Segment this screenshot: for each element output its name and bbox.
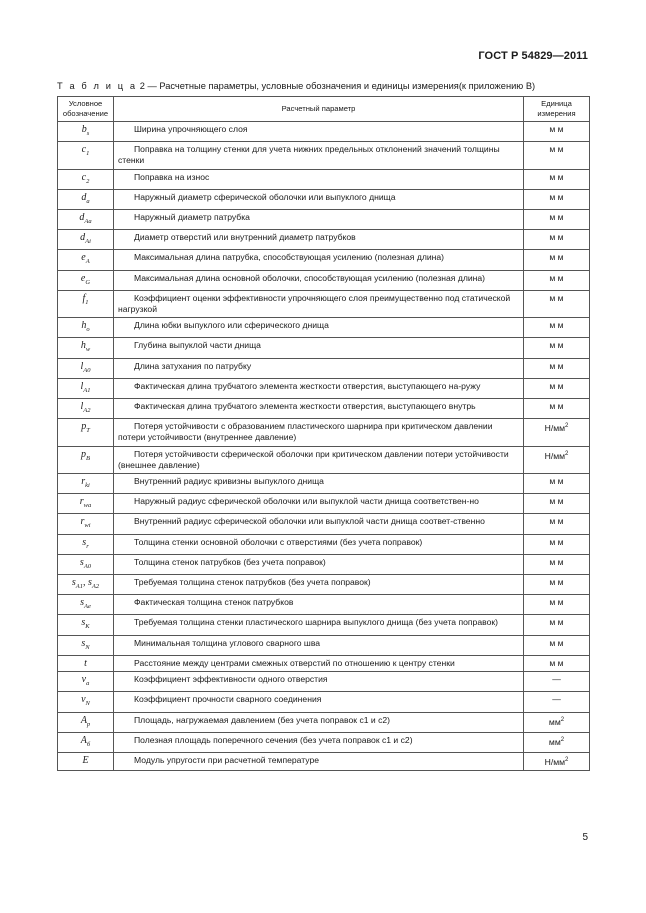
symbol-letter: s: [79, 556, 84, 568]
unit-text: мм: [548, 736, 561, 747]
unit-exponent: 2: [565, 756, 569, 763]
unit-text: м м: [549, 536, 564, 547]
unit-text: Н/мм: [544, 450, 566, 461]
unit-text: м м: [549, 597, 564, 608]
table-row: [58, 514, 590, 534]
unit-cell: [524, 189, 590, 209]
symbol-subscript: r: [86, 542, 89, 550]
symbol-subscript: N: [85, 700, 90, 708]
symbol-subscript: 1: [85, 298, 89, 306]
unit-cell: [524, 534, 590, 554]
symbol-letter: s: [80, 597, 85, 609]
symbol-cell: [58, 615, 114, 635]
symbol-subscript: G: [85, 278, 91, 286]
table-row: [58, 712, 590, 732]
unit-cell: [524, 554, 590, 574]
parameter-cell: Потеря устойчивости с образованием пластического шарнира при критическом давлении потери устойчивости (внутреннее давление): [114, 419, 524, 446]
symbol-letter: A: [80, 714, 87, 726]
caption-text: 2 — Расчетные параметры, условные обозначения и единицы измерения(к приложению В): [139, 81, 536, 91]
unit-cell: [524, 474, 590, 494]
table-row: [58, 250, 590, 270]
parameter-cell: Наружный диаметр сферической оболочки или выпуклого днища: [114, 189, 524, 209]
unit-cell: [524, 230, 590, 250]
column-header-unit: Единица измерения: [524, 97, 590, 122]
symbol-cell: [58, 230, 114, 250]
unit-text: м м: [549, 292, 564, 303]
table-row: [58, 338, 590, 358]
parameter-cell: Фактическая толщина стенок патрубков: [114, 595, 524, 615]
table-row: [58, 142, 590, 169]
column-header-symbol: Условное обозначение: [58, 97, 114, 122]
symbol-letter: s: [82, 536, 87, 548]
unit-text: м м: [549, 144, 564, 155]
unit-text: м м: [549, 637, 564, 648]
table-row: [58, 399, 590, 419]
parameter-cell: Поправка на толщину стенки для учета нижних предельных отклонений значений толщины стенки: [114, 142, 524, 169]
unit-cell: [524, 494, 590, 514]
table-row: [58, 419, 590, 446]
unit-text: м м: [549, 496, 564, 507]
table-row: [58, 446, 590, 473]
symbol-cell: [58, 534, 114, 554]
symbol-cell: [58, 419, 114, 446]
parameter-cell: Максимальная длина патрубка, способствующая усилению (полезная длина): [114, 250, 524, 270]
table-row: [58, 358, 590, 378]
table-row: [58, 655, 590, 671]
symbol-subscript: wa: [83, 502, 92, 510]
unit-cell: [524, 142, 590, 169]
table-row: [58, 210, 590, 230]
unit-text: м м: [549, 577, 564, 588]
symbol-cell: [58, 692, 114, 712]
unit-cell: [524, 358, 590, 378]
symbol-letter: p: [81, 448, 86, 460]
parameter-cell: Коэффициент прочности сварного соединения: [114, 692, 524, 712]
unit-text: м м: [549, 320, 564, 331]
symbol-letter: b: [81, 124, 87, 135]
symbol-cell: [58, 494, 114, 514]
table-row: [58, 534, 590, 554]
symbol-letter: h: [80, 340, 86, 352]
unit-cell: [524, 210, 590, 230]
table-row: [58, 732, 590, 752]
symbol-cell: [58, 712, 114, 732]
symbol-cell: [58, 752, 114, 770]
table-row: [58, 575, 590, 595]
unit-text: м м: [549, 124, 564, 134]
symbol-subscript: wi: [84, 522, 91, 530]
unit-text: м м: [549, 232, 564, 243]
table-row: [58, 474, 590, 494]
unit-text: м м: [549, 360, 564, 371]
unit-cell: [524, 514, 590, 534]
unit-text: м м: [549, 380, 564, 391]
caption-label: Т а б л и ц а: [57, 81, 138, 91]
unit-text: мм: [548, 716, 561, 727]
symbol-cell: [58, 189, 114, 209]
symbol-letter: r: [79, 496, 84, 508]
table-row: [58, 122, 590, 142]
symbol-cell: [58, 595, 114, 615]
unit-exponent: 2: [560, 736, 565, 743]
unit-cell: [524, 752, 590, 770]
symbol-cell: [58, 338, 114, 358]
symbol-letter: r: [81, 476, 86, 488]
symbol-letter: e: [80, 272, 86, 284]
symbol-letter: t: [84, 657, 87, 669]
table-caption: [57, 81, 597, 91]
symbol-cell: [58, 169, 114, 189]
symbol-subscript: A2: [91, 583, 100, 591]
symbol-cell: [58, 655, 114, 671]
symbol-subscript: б: [86, 740, 91, 748]
symbol-subscript: N: [85, 643, 90, 651]
table-row: [58, 635, 590, 655]
parameter-cell: Толщина стенки основной оболочки с отверстиями (без учета поправок): [114, 534, 524, 554]
parameter-cell: Толщина стенок патрубков (без учета поправок): [114, 554, 524, 574]
symbol-subscript: A0: [83, 366, 91, 374]
symbol-letter: d: [79, 212, 85, 224]
unit-cell: [524, 122, 590, 142]
symbol-cell: [58, 399, 114, 419]
symbol-cell: [58, 474, 114, 494]
table-row: [58, 189, 590, 209]
table-row: [58, 290, 590, 317]
symbol-cell: [58, 378, 114, 398]
symbol-subscript: w: [85, 346, 91, 354]
unit-text: Н/мм: [544, 423, 566, 434]
symbol-cell: $s_{A1}$, $s_{A2}$: [58, 575, 114, 595]
table-row: [58, 692, 590, 712]
parameter-cell: Потеря устойчивости сферической оболочки при критическом давлении потери устойчивости (внешнее давление): [114, 446, 524, 473]
unit-exponent: 2: [560, 716, 565, 723]
symbol-letter: A: [80, 734, 87, 746]
table-header-row: [58, 97, 590, 122]
symbol-subscript: Ae: [84, 603, 91, 611]
symbol-subscript: a: [86, 197, 90, 205]
unit-text: м м: [549, 617, 564, 628]
unit-text: м м: [549, 212, 564, 223]
parameter-cell: Внутренний радиус сферической оболочки или выпуклой части днища соответ-ственно: [114, 514, 524, 534]
table-row: [58, 672, 590, 692]
unit-text: м м: [549, 340, 564, 351]
symbol-subscript: 1: [86, 150, 90, 158]
unit-cell: [524, 290, 590, 317]
parameter-cell: Максимальная длина основной оболочки, способствующая усилению (полезная длина): [114, 270, 524, 290]
symbol-cell: [58, 358, 114, 378]
unit-cell: [524, 692, 590, 712]
unit-cell: [524, 399, 590, 419]
symbol-subscript: Aa: [84, 218, 92, 226]
symbol-letter: c: [81, 171, 87, 183]
symbol-letter: E: [82, 754, 89, 766]
parameter-cell: Наружный радиус сферической оболочки или выпуклой части днища соответствен-но: [114, 494, 524, 514]
parameter-cell: Внутренний радиус кривизны выпуклого днища: [114, 474, 524, 494]
unit-cell: [524, 595, 590, 615]
symbol-letter: l: [80, 360, 84, 372]
unit-text: м м: [549, 476, 564, 487]
symbol-cell: [58, 672, 114, 692]
symbol-subscript: s: [86, 130, 90, 137]
symbol-letter: s: [81, 617, 86, 629]
parameter-cell: Ширина упрочняющего слоя: [114, 122, 524, 142]
table-row: [58, 494, 590, 514]
symbol-cell: [58, 250, 114, 270]
symbol-cell: [58, 122, 114, 142]
unit-text: м м: [549, 401, 564, 412]
parameter-cell: Длина юбки выпуклого или сферического днища: [114, 318, 524, 338]
unit-exponent: 2: [565, 450, 569, 457]
table-row: [58, 169, 590, 189]
symbol-subscript: B: [86, 454, 90, 462]
symbol-cell: [58, 142, 114, 169]
unit-cell: [524, 655, 590, 671]
unit-text: м м: [549, 191, 564, 202]
unit-cell: [524, 712, 590, 732]
symbol-letter: v: [81, 674, 87, 686]
symbol-letter: d: [81, 191, 87, 203]
table-row: [58, 270, 590, 290]
symbol-cell: [58, 210, 114, 230]
parameter-cell: Диаметр отверстий или внутренний диаметр патрубков: [114, 230, 524, 250]
symbol-letter: r: [80, 516, 85, 528]
table-row: [58, 230, 590, 250]
unit-cell: [524, 446, 590, 473]
symbol-cell: [58, 635, 114, 655]
unit-text: Н/мм: [544, 756, 566, 767]
symbol-letter: d: [80, 232, 86, 244]
parameter-cell: Коэффициент оценки эффективности упрочняющего слоя преимущественно под статической нагрузкой: [114, 290, 524, 317]
table-row: [58, 554, 590, 574]
symbol-subscript: o: [86, 326, 90, 334]
parameter-cell: Фактическая длина трубчатого элемента жесткости отверстия, выступающего внутрь: [114, 399, 524, 419]
parameters-table: [57, 96, 590, 771]
symbol-cell: [58, 554, 114, 574]
symbol-letter: s: [81, 637, 86, 649]
table-row: [58, 752, 590, 770]
symbol-cell: [58, 732, 114, 752]
symbol-subscript: a: [86, 680, 90, 688]
parameter-cell: Поправка на износ: [114, 169, 524, 189]
unit-text: м м: [549, 272, 564, 283]
symbol-subscript: T: [86, 427, 90, 435]
parameter-cell: Длина затухания по патрубку: [114, 358, 524, 378]
symbol-subscript: K: [85, 623, 90, 631]
parameter-cell: Полезная площадь поперечного сечения (без учета поправок c1 и c2): [114, 732, 524, 752]
symbol-cell: [58, 446, 114, 473]
table-row: [58, 318, 590, 338]
unit-cell: [524, 575, 590, 595]
unit-text: м м: [549, 516, 564, 527]
symbol-cell: [58, 514, 114, 534]
unit-text: м м: [549, 252, 564, 263]
symbol-subscript: A0: [83, 562, 92, 570]
symbol-letter: h: [81, 320, 87, 332]
parameter-cell: Фактическая длина трубчатого элемента жесткости отверстия, выступающего на-ружу: [114, 378, 524, 398]
symbol-cell: [58, 270, 114, 290]
parameter-cell: Расстояние между центрами смежных отверстий по отношению к центру стенки: [114, 655, 524, 671]
symbol-cell: [58, 318, 114, 338]
unit-cell: [524, 635, 590, 655]
column-header-parameter: Расчетный параметр: [114, 97, 524, 122]
symbol-letter: s: [88, 577, 92, 589]
unit-cell: [524, 615, 590, 635]
table-row: [58, 615, 590, 635]
unit-cell: [524, 419, 590, 446]
symbol-subscript: A1: [83, 386, 91, 394]
document-header: ГОСТ Р 54829—2011: [478, 50, 588, 62]
unit-cell: [524, 250, 590, 270]
symbol-letter: l: [80, 401, 84, 413]
parameter-cell: Глубина выпуклой части днища: [114, 338, 524, 358]
symbol-letter: s: [71, 577, 76, 589]
unit-cell: [524, 169, 590, 189]
symbol-letter: e: [81, 252, 86, 264]
unit-exponent: 2: [565, 423, 569, 430]
parameter-cell: Коэффициент эффективности одного отверстия: [114, 672, 524, 692]
page-number: 5: [582, 832, 588, 843]
symbol-letter: p: [81, 421, 87, 433]
parameter-cell: Площадь, нагружаемая давлением (без учета поправок c1 и c2): [114, 712, 524, 732]
symbol-letter: f: [82, 292, 86, 304]
symbol-letter: c: [81, 144, 87, 156]
symbol-subscript: 2: [86, 177, 90, 185]
unit-text: м м: [549, 657, 564, 668]
symbol-subscript: A2: [83, 407, 91, 415]
parameter-cell: Требуемая толщина стенки пластического шарнира выпуклого днища (без учета поправок): [114, 615, 524, 635]
symbol-letter: v: [81, 694, 86, 706]
symbol-subscript: A1: [75, 583, 83, 591]
unit-cell: [524, 732, 590, 752]
parameter-cell: Минимальная толщина углового сварного шва: [114, 635, 524, 655]
symbol-subscript: ki: [85, 482, 90, 490]
unit-cell: [524, 378, 590, 398]
symbol-subscript: Ai: [85, 238, 91, 246]
table-row: [58, 378, 590, 398]
table-row: [58, 595, 590, 615]
unit-text: —: [552, 674, 561, 685]
unit-cell: [524, 672, 590, 692]
unit-cell: [524, 318, 590, 338]
parameter-cell: Требуемая толщина стенок патрубков (без учета поправок): [114, 575, 524, 595]
unit-text: м м: [549, 556, 564, 567]
unit-text: —: [552, 694, 561, 705]
parameter-cell: Модуль упругости при расчетной температуре: [114, 752, 524, 770]
unit-cell: [524, 338, 590, 358]
symbol-cell: [58, 290, 114, 317]
symbol-subscript: p: [86, 720, 91, 728]
parameter-cell: Наружный диаметр патрубка: [114, 210, 524, 230]
unit-cell: [524, 270, 590, 290]
symbol-subscript: A: [85, 258, 90, 266]
symbol-letter: l: [80, 380, 84, 392]
unit-text: м м: [549, 171, 564, 182]
